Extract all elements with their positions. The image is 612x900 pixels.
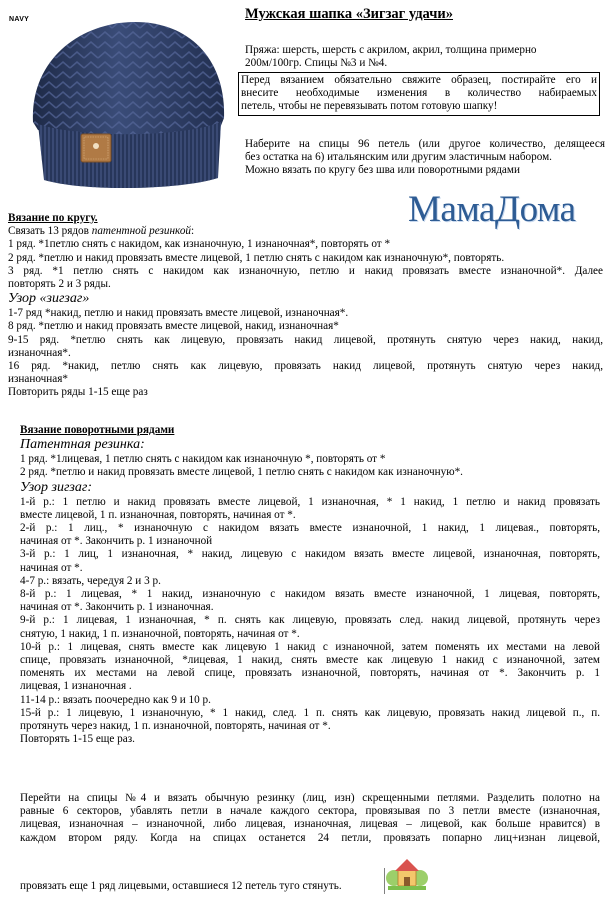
site-logo: МамаДома — [408, 189, 576, 230]
finishing-paragraph — [20, 792, 600, 845]
finishing-line: равные 6 секторов, убавлять петли в начале каждого сектора, провязывая по 3 петли вместе (изнаночная, — [20, 805, 600, 818]
zigzag-title: Узор зигзаг: — [20, 479, 93, 495]
finishing-last-line: провязать еще 1 ряд лицевыми, оставшиеся 12 петель туго стянуть. — [20, 880, 342, 892]
instruction-line: Повторять 1-15 еще раз. — [20, 733, 135, 746]
instruction-line: 8 ряд. *петлю и накид провязать вместе лицевой, накид, изнаночная* — [8, 320, 339, 333]
instruction-line: начиная от *. Закончить р. 1 изнаночная. — [20, 601, 214, 614]
instruction-line: спице, провязать изнаночной, *лицевая, 1 накид, снять вместе как лицевую 1 накид с изнаночной, затем — [20, 654, 600, 667]
instruction-line: изнаночная*. — [8, 346, 71, 359]
instruction-line: 2 ряд. *петлю и накид провязать вместе лицевой, 1 петлю снять с накидом как изнаночную*, повторять. — [8, 251, 505, 264]
rib-intro-italic: патентной резинкой — [91, 225, 192, 238]
instruction-line: протянуть через накид, 1 п. изнаночной, повторять, начиная от *. — [20, 720, 331, 733]
instruction-line: поменять их местами на левой спице, провязать изнаночной, повторять, начиная от *. Закончить р. 1 — [20, 667, 600, 680]
instruction-line: начиная от *. — [20, 561, 83, 574]
instruction-line: 16 ряд. *накид, петлю снять как лицевую, провязать накид лицевой, протянуть снятую через накид, — [8, 360, 603, 373]
instruction-line: повторять 2 и 3 ряды. — [8, 278, 111, 291]
caston-line: без остатка на 6) итальянским или другим эластичным набором. — [245, 151, 552, 164]
page-title: Мужская шапка «Зигзаг удачи» — [245, 6, 454, 22]
cast-on-info — [245, 138, 605, 178]
finishing-line: каждом втором ряду. Когда на спицах останется 24 петли, провязать попарно лиц+изнан лицевой, — [20, 831, 600, 844]
instruction-line: 2 ряд. *петлю и накид провязать вместе лицевой, 1 петлю снять с накидом как изнаночную*. — [20, 466, 463, 479]
hat-color-label: NAVY — [9, 16, 30, 23]
instruction-line: лицевая, 1 изнаночная . — [20, 680, 132, 693]
zigzag-title: Узор «зигзаг» — [8, 291, 90, 307]
round-knitting-section — [8, 212, 603, 400]
notice-line: внесите необходимые изменения в количество набираемых — [241, 87, 597, 100]
finishing-line: Перейти на спицы №4 и вязать обычную резинку (лиц, изн) скрещенными петлями. Разделить полотно на — [20, 792, 600, 804]
instruction-line: 10-й р.: 1 лицевая, снять вместе как лицевую 1 накид с изнаночной, затем поменять их местами на левой — [20, 640, 600, 653]
rows-knitting-section — [20, 424, 600, 746]
section-heading: Вязание по кругу. — [8, 212, 98, 224]
caston-line: Можно вязать по кругу без шва или поворотными рядами — [245, 164, 520, 177]
instruction-line: 3-й р.: 1 лиц, 1 изнаночная, * накид, лицевую с накидом вязать вместе лицевой, изнаночная, повторять, — [20, 548, 600, 561]
instruction-line: 1-7 ряд *накид, петлю и накид провязать вместе лицевой, изнаночная*. — [8, 307, 349, 320]
instruction-line: 1 ряд. *1петлю снять с накидом, как изнаночную, 1 изнаночная*, повторять от * — [8, 238, 391, 251]
instruction-line: 9-й р.: 1 лицевая, 1 изнаночная, * п. снять как лицевую, провязать след. накид лицевой, протянуть через — [20, 614, 600, 627]
instruction-line: вместе лицевой, 1 п. изнаночная, повторять, начиная от *. — [20, 508, 296, 521]
instruction-line: изнаночная* — [8, 373, 68, 386]
caston-line: Наберите на спицы 96 петель (или другое количество, делящееся — [245, 138, 605, 150]
instruction-line: 15-й р.: 1 лицевую, 1 изнаночную, * 1 накид, след. 1 п. снять как лицевую, провязать накид лицевой п., п. — [20, 706, 600, 719]
house-icon — [384, 848, 430, 894]
instruction-line: 3 ряд. *1 петлю снять с накидом как изнаночную, петлю и накид провязать вместе изнаночной*. Далее — [8, 264, 603, 277]
finishing-line: лицевая, изнаночная – изнаночной, либо лицевая, изнаночная, лицевая – лицевой, как больше нравится) в — [20, 818, 600, 831]
rib-intro-text: Связать 13 рядов — [8, 225, 92, 238]
instruction-line: Повторить ряды 1-15 еще раз — [8, 386, 148, 399]
instruction-line: 1-й р.: 1 петлю и накид провязать вместе лицевой, 1 изнаночная, * 1 накид, 1 петлю и накид провязать — [20, 495, 600, 508]
instruction-line: 2-й р.: 1 лиц., * изнаночную с накидом вязать вместе изнаночной, 1 накид, 1 лицевая., повторять, — [20, 522, 600, 535]
section-heading: Вязание поворотными рядами — [20, 424, 175, 436]
instruction-line: 8-й р.: 1 лицевая, * 1 накид, изнаночную с накидом вязать вместе изнаночной, 1 лицевая, повторять, — [20, 588, 600, 601]
instruction-line: 11-14 р.: вязать поочередно как 9 и 10 р. — [20, 693, 211, 706]
instruction-line: 1 ряд. *1лицевая, 1 петлю снять с накидом как изнаночную *, повторять от * — [20, 453, 386, 466]
notice-line: Перед вязанием обязательно свяжите образец, постирайте его и — [241, 74, 597, 86]
instruction-line: начиная от *. Закончить р. 1 изнаночной — [20, 535, 213, 548]
yarn-info — [245, 44, 605, 70]
instruction-line: снятую, 1 накид, 1 п. изнаночной, повторять, начиная от *. — [20, 627, 300, 640]
gauge-notice-box — [238, 72, 600, 116]
instruction-line: 9-15 ряд. *петлю снять как лицевую, провязать накид лицевой, протянуть снятую через накид, накид, — [8, 333, 603, 346]
yarn-line: Пряжа: шерсть, шерсть с акрилом, акрил, толщина примерно — [245, 44, 537, 56]
rib-intro — [8, 225, 603, 238]
hat-photo — [0, 0, 240, 200]
rib-intro-end: : — [191, 225, 195, 238]
notice-line: петель, чтобы не перевязывать потом готовую шапку! — [241, 100, 498, 113]
yarn-line: 200м/100гр. Спицы №3 и №4. — [245, 57, 388, 70]
instruction-line: 4-7 р.: вязать, чередуя 2 и 3 р. — [20, 574, 161, 587]
rib-title: Патентная резинка: — [20, 437, 145, 453]
